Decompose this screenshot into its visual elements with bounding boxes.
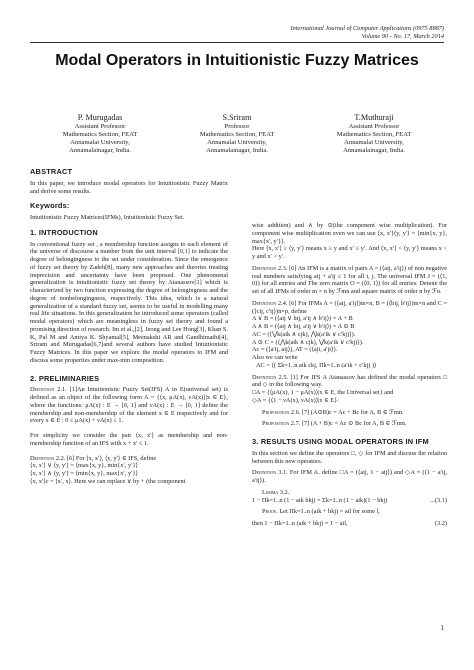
author-line: Annamalainagar, India. xyxy=(206,147,268,155)
journal-name: International Journal of Computer Applications (0975 8887) xyxy=(290,25,444,32)
author-line: Annamalai University, xyxy=(344,139,404,147)
author-name: T.Muthuraji xyxy=(354,113,394,122)
author-line: Mathematics Section, FEAT xyxy=(199,131,275,139)
results-intro: In this section we define the operators □, ◇ for IFM and discuss the relation between this new operators. xyxy=(252,449,447,465)
intro-text: In conventional fuzzy set , a membership function assigns to each element of the universe of discourse a number from the unit interval [0,1] to indicate the degree of belongingness to the set under consideration. Since the emergence of fuzzy set theory by Zadeh[8], many new approaches and theories treating imprecision and uncertainty have been proposed. One phenomenal generalization is intuitionistic fuzzy set theory by Atanassov[1] which is characterized by two function expressing the degree of belongingness and the degree of nonbelongingness, respectively. This idea, which is a natural generalization of a standard fuzzy set, seems to be useful in modelling many real life situations. In this generalization he introduced some operators (called modal operators) which are meaningless in fuzzy set theory and found a promising direction of research. Im et al.,[2], Jeong and Lee Hong[3], Khan S. K, Pal M and Amiya K. Shyamal[5], Meenakshi AR and Gandhimathi[4], Sriram and Murugadas[6,7]and several authors have studied Intuitionistic Fuzzy Matrices. In this paper we explore the modal operators to IFM and discuss some properties under max-min composition. xyxy=(30,240,228,364)
formula-line: Also we can write xyxy=(252,354,298,361)
formula-line: A ∨ B = (⟨aij ∨ bij, a′ij ∧ b′ij⟩) = A + B xyxy=(252,315,353,323)
formula-line: Ac = (⟨a′ij, aij⟩), AT = (⟨aji, a′ji⟩). xyxy=(252,346,338,354)
author-line: Mathematics Section, FEAT xyxy=(336,131,412,139)
definition-label: Definition 2.1. xyxy=(30,386,67,394)
formula-line: ⟨x, x′⟩ ∨ ⟨y, y′⟩ = ⟨max{x, y}, min{x′, y′}⟩ xyxy=(30,462,138,470)
proposition-label: Proposition 2.6. xyxy=(262,408,301,416)
author-2 xyxy=(177,113,297,155)
definition-label: Definition 2.3. xyxy=(252,264,288,272)
formula-line: AC = (⟨⋁k(aik ∧ cjk), ⋀k(a′ik ∨ c′kj)⟩). xyxy=(252,330,356,338)
right-column xyxy=(252,222,447,528)
proof-text: Let Πk=1..n (aik + bkj) = ail for some l, xyxy=(279,508,380,516)
definition-text: [6] For IFMs A = (⟨aij, a′ij⟩)m×n, B = (⟨bij, b′ij⟩)m×n and C = (⟨cij, c′ij⟩)n×p, define xyxy=(252,299,447,315)
author-line: Annamalai University, xyxy=(207,139,267,147)
author-line: Assistant Professor xyxy=(74,123,126,130)
equation-text: 1 − Πk=1..n (1 − aik bkj) = Σk=1..n (1 − aik)(1 − bkj) xyxy=(252,496,388,504)
equation-number: ...(3.1) xyxy=(430,496,447,504)
formula-line: A ∧ B = (⟨aij ∧ bij, a′ij ∨ b′ij⟩) = A ⊙ B xyxy=(252,323,355,330)
paper-title: Modal Operators in Intuitionistic Fuzzy Matrices xyxy=(55,52,419,69)
definition-2-1 xyxy=(30,386,228,425)
formula-line: □A = {⟨μA(x), 1 − μA(x)⟩|x ∈ E, the Universal set} and xyxy=(252,389,394,396)
definition-2-2 xyxy=(30,455,228,463)
abstract-heading: ABSTRACT xyxy=(30,167,73,176)
definition-text: [6] For ⟨x, x′⟩, ⟨y, y′⟩ ∈ IFS, define xyxy=(66,454,157,462)
prelim-heading: 2. PRELIMINARIES xyxy=(30,373,100,383)
author-name: S.Sriram xyxy=(222,113,252,122)
author-line: Annamalai University, xyxy=(70,139,130,147)
author-name: P. Murugadas xyxy=(77,113,123,122)
proposition-text: [7] (A⊙B)c = Ac + Bc for A, B ∈ ℱmn. xyxy=(301,408,404,416)
formula-line: ⟨x, x′⟩ ∧ ⟨y, y′⟩ = ⟨min{x, y}, max{x′, y′}⟩ xyxy=(30,470,138,477)
author-line: Assistant Professor xyxy=(348,123,400,130)
author-line: Annamalainagar, India. xyxy=(343,147,405,155)
proof-label: Proof. xyxy=(262,508,278,516)
author-block xyxy=(40,113,434,155)
formula-line: A ⊙ C = (⟨⋀k(aik ∧ cjk), ⋁k(a′ik ∨ c′kj)⟩). xyxy=(252,338,364,346)
lemma-label: Lemma 3.2. xyxy=(262,488,290,496)
proposition-2-6 xyxy=(252,409,447,417)
results-heading: 3. RESULTS USING MODAL OPERATORS IN IFM xyxy=(252,437,429,446)
definition-label: Definition 2.5. xyxy=(252,373,289,381)
definition-text: [1]An Intuitionistic Fuzzy Set(IFS) A in E(universal set) is defined as an object of the following form A = {⟨x, μA(x), νA(x)⟩|x ∈ E}, where the functions: μA(x) : E → [0, 1] and νA(x) : E → [0, 1] define the membership and non-membership of the element x ∈ E respectively and for every x ∈ E : 0 ≤ μA(x) + νA(x) ≤ 1. xyxy=(30,386,228,425)
author-line: Professor xyxy=(224,123,250,130)
definition-text: For IFM A. define □A = (⟨aij, 1 − aij⟩) and ◇A = (⟨1 − a′ij, a′ij⟩). xyxy=(252,469,448,484)
continued-text: wise addition) and ∧ by ⊙(the component wise multiplication). For component wise multiplication even we can use ⟨x, x′⟩⟨y, y′⟩ = ⟨min{x, y}, max{x′, y′}⟩. xyxy=(252,222,447,245)
proposition-text: [7] (A + B)c = Ac ⊙ Bc for A, B ∈ ℱmn. xyxy=(301,420,407,428)
header-rule xyxy=(30,42,444,43)
journal-volume: Volume 90 - No. 17, March 2014 xyxy=(361,33,444,40)
definition-2-3 xyxy=(252,265,447,296)
author-line: Annamalainagar, India. xyxy=(69,147,131,155)
author-1 xyxy=(40,113,160,155)
keywords-text: Intuitionistic Fuzzy Matrices(IFMs), Intuitionistic Fuzzy Set. xyxy=(30,214,185,221)
intro-heading: 1. INTRODUCTION xyxy=(30,227,98,237)
order-text: Here ⟨x, x′⟩ ≥ ⟨y, y′⟩ means x ≥ y and x′ ≤ y′. And ⟨x, x′⟩ < ⟨y, y′⟩ means x < y and x′ > y′. xyxy=(252,245,447,260)
definition-label: Definition 3.1. xyxy=(252,469,288,477)
equation-text: then 1 − Πk=1..n (aik + bkj) = 1 − ail, xyxy=(252,520,348,527)
proposition-label: Proposition 2.7. xyxy=(262,420,301,428)
definition-2-4 xyxy=(252,300,447,316)
definition-3-1 xyxy=(252,469,447,485)
equation-3-1 xyxy=(252,497,447,505)
simplicity-text: For simplicity we consider the pair ⟨x, x′⟩ as membership and non-membership function of an IFS with x + x′ ≤ 1. xyxy=(30,432,228,447)
definition-label: Definition 2.2. xyxy=(30,454,66,462)
formula-display: AC = ⟨( Σk=1..n aik ckj, Πk=1..n (a′ik + c′kj) )⟩ xyxy=(256,361,377,369)
definition-2-5 xyxy=(252,374,447,390)
page-number: 1 xyxy=(440,624,444,632)
formula-line: ◇A = {⟨1 − νA(x), νA(x)⟩|x ∈ E}. xyxy=(252,396,339,404)
keywords-heading: Keywords: xyxy=(30,201,70,211)
journal-header xyxy=(291,25,444,41)
author-line: Mathematics Section, FEAT xyxy=(62,131,138,139)
formula-line: ⟨x, x′⟩c = ⟨x′, x⟩. Here we can replace ∨ by + (the component xyxy=(30,477,186,485)
definition-text: [6] An IFM is a matrix of pairs A = (⟨aij, a′ij⟩) of non negative real numbers satisfying aij + a′ij ≤ 1 for all i, j. The universal IFM J = (⟨1, 0⟩) for all entries and The zero matrix O = (⟨0, 1⟩) for all entries. Denote the set of all IFMs of order m × n by ℱmn and square matrix of order n by ℱn. xyxy=(252,264,448,295)
abstract-text: In this paper, we introduce modal operators for Intuitionistic Fuzzy Matrix and derive some results. xyxy=(30,179,228,195)
definition-label: Definition 2.4. xyxy=(252,299,288,307)
proof xyxy=(252,508,447,516)
left-column xyxy=(30,168,228,486)
proposition-2-7 xyxy=(252,420,447,428)
author-3 xyxy=(314,113,434,155)
definition-text: [1] For IFS A Atanassov has defined the modal operators □ and ◇ in the following way. xyxy=(252,373,448,389)
equation-3-2 xyxy=(252,520,447,528)
equation-number: (3.2) xyxy=(434,520,447,527)
